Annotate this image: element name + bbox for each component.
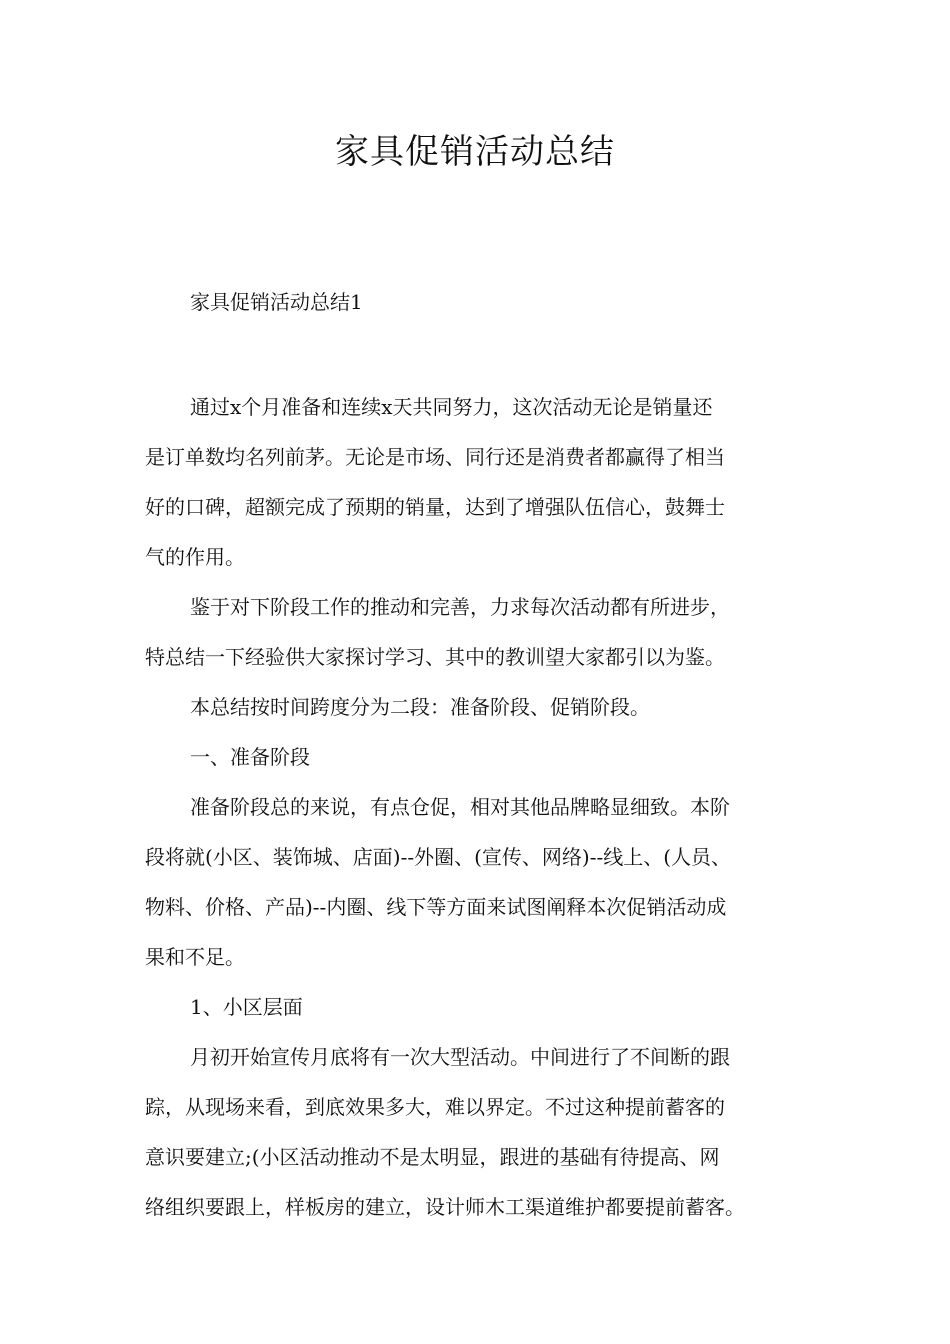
- body-line: 是订单数均名列前茅。无论是市场、同行还是消费者都赢得了相当: [145, 445, 725, 469]
- body-line: 段将就(小区、装饰城、店面)--外圈、(宣传、网络)--线上、(人员、: [145, 845, 732, 869]
- heading-preparation: 一、准备阶段: [190, 745, 310, 769]
- body-line: 物料、价格、产品)--内圈、线下等方面来试图阐释本次促销活动成: [145, 895, 727, 919]
- body-line: 气的作用。: [145, 545, 245, 569]
- body-line: 鉴于对下阶段工作的推动和完善，力求每次活动都有所进步，: [190, 595, 730, 619]
- section-title: 家具促销活动总结1: [190, 290, 363, 314]
- document-title: 家具促销活动总结: [335, 132, 615, 172]
- body-line: 月初开始宣传月底将有一次大型活动。中间进行了不间断的跟: [190, 1045, 730, 1069]
- body-line: 通过x个月准备和连续x天共同努力，这次活动无论是销量还: [190, 395, 713, 419]
- body-line: 踪，从现场来看，到底效果多大，难以界定。不过这种提前蓄客的: [145, 1095, 725, 1119]
- document-body: [145, 382, 813, 1232]
- body-line: 意识要建立;(小区活动推动不是太明显，跟进的基础有待提高、网: [145, 1145, 720, 1169]
- body-line: 特总结一下经验供大家探讨学习、其中的教训望大家都引以为鉴。: [145, 645, 725, 669]
- body-line: 好的口碑，超额完成了预期的销量，达到了增强队伍信心，鼓舞士: [145, 495, 725, 519]
- heading-community: 1、小区层面: [190, 995, 303, 1019]
- body-line: 准备阶段总的来说，有点仓促，相对其他品牌略显细致。本阶: [190, 795, 730, 819]
- body-line: 本总结按时间跨度分为二段：准备阶段、促销阶段。: [190, 695, 650, 719]
- body-line: 络组织要跟上，样板房的建立，设计师木工渠道维护都要提前蓄客。: [145, 1195, 745, 1219]
- body-line: 果和不足。: [145, 945, 245, 969]
